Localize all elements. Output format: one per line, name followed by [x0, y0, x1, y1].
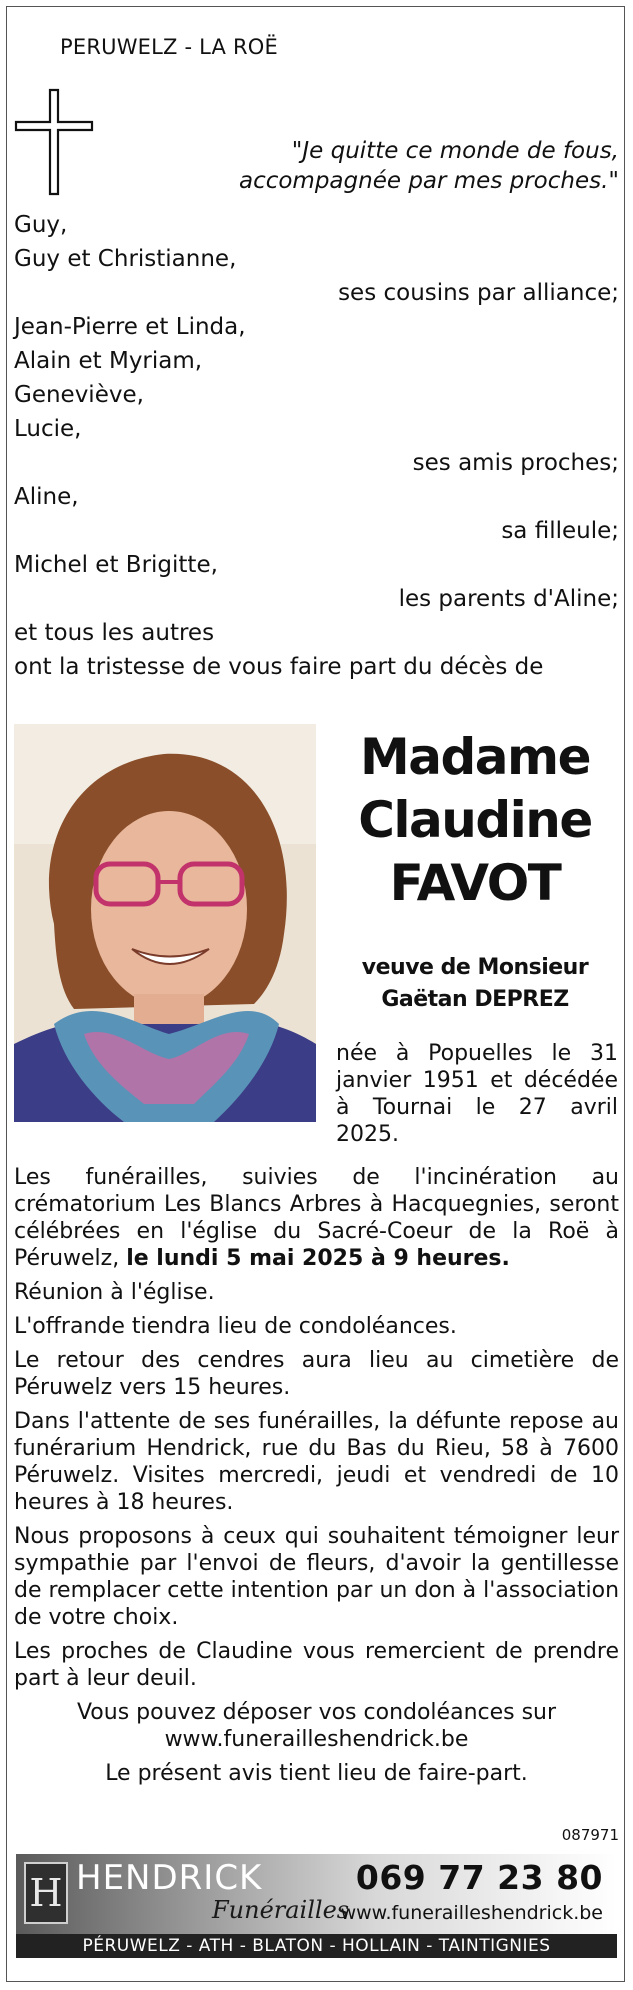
- visitation-paragraph: Dans l'attente de ses funérailles, la défunte repose au funérarium Hendrick, rue du Bas du Rieu, 58 à 7600 Péruwelz. Visites mercredi, jeudi et vendredi de 10 heures à 18 heures.: [14, 1409, 619, 1515]
- cross-icon: [14, 88, 94, 196]
- portrait-photo: [14, 724, 316, 1122]
- location-header: PERUWELZ - LA ROË: [60, 35, 278, 59]
- quote-line: accompagnée par mes proches.": [238, 168, 619, 194]
- thanks-paragraph: Les proches de Claudine vous remercient de prendre part à leur deuil.: [14, 1639, 619, 1691]
- hendrick-logo-icon: H: [24, 1862, 68, 1924]
- quote-line: "Je quitte ce monde de fous,: [291, 138, 619, 164]
- donation-paragraph: Nous proposons à ceux qui souhaitent témoigner leur sympathie par l'envoi de fleurs, d'avoir la gentillesse de remplacer cette intention par un don à l'association de votre choix.: [14, 1524, 620, 1630]
- family-line: Guy et Christianne,: [14, 246, 237, 272]
- notice-body: [14, 1164, 619, 1794]
- family-line: Aline,: [14, 484, 79, 510]
- phone-number[interactable]: 069 77 23 80: [355, 1858, 603, 1897]
- family-line: et tous les autres: [14, 620, 215, 646]
- reference-number: 087971: [561, 1826, 619, 1844]
- family-line: Geneviève,: [14, 382, 144, 408]
- funeral-date: le lundi 5 mai 2025 à 9 heures.: [126, 1246, 510, 1271]
- website-link[interactable]: www.funerailleshendrick.be: [340, 1902, 603, 1924]
- funeral-home-banner: [16, 1854, 617, 1958]
- offering-paragraph: L'offrande tiendra lieu de condoléances.: [14, 1314, 457, 1339]
- condolences-line: Vous pouvez déposer vos condoléances sur: [76, 1700, 557, 1725]
- banner-background: [16, 1854, 617, 1934]
- epitaph-quote: [159, 136, 619, 196]
- condolences-link[interactable]: www.funerailleshendrick.be: [164, 1727, 469, 1752]
- family-line: Michel et Brigitte,: [14, 552, 218, 578]
- first-name: Claudine: [358, 791, 592, 849]
- funeral-text: Les funérailles, suivies de l'incinération au crématorium Les Blancs Arbres à Hacquegnies, seront célébrées en l'église du Sacré-Coeur de la Roë à Péruwelz,: [14, 1165, 619, 1271]
- birth-death-info: née à Popuelles le 31 janvier 1951 et décédée à Tournai le 27 avril 2025.: [336, 1041, 618, 1147]
- family-line: Guy,: [14, 212, 68, 238]
- family-line: Alain et Myriam,: [14, 348, 203, 374]
- funeral-paragraph: [14, 1164, 619, 1272]
- meeting-paragraph: Réunion à l'église.: [14, 1280, 215, 1305]
- spouse-name: Gaëtan DEPREZ: [381, 987, 569, 1012]
- family-relation: les parents d'Aline;: [398, 586, 619, 612]
- notice-statement: Le présent avis tient lieu de faire-part.: [105, 1761, 528, 1786]
- deceased-name: [330, 726, 620, 915]
- spouse-info: [330, 952, 620, 1016]
- family-relation: sa filleule;: [501, 518, 619, 544]
- spouse-line: veuve de Monsieur: [361, 955, 589, 980]
- family-relation: ses amis proches;: [412, 450, 619, 476]
- ashes-paragraph: Le retour des cendres aura lieu au cimetière de Péruwelz vers 15 heures.: [14, 1348, 619, 1400]
- family-line: ont la tristesse de vous faire part du décès de: [14, 654, 544, 680]
- family-line: Lucie,: [14, 416, 82, 442]
- family-relation: ses cousins par alliance;: [338, 280, 619, 306]
- family-list: [14, 208, 619, 684]
- family-line: Jean-Pierre et Linda,: [14, 314, 246, 340]
- name-title: Madame: [359, 728, 591, 786]
- last-name: FAVOT: [389, 854, 561, 912]
- brand-name: HENDRICK: [76, 1858, 263, 1898]
- brand-subtitle: Funérailles: [212, 1896, 350, 1924]
- branch-cities: PÉRUWELZ - ATH - BLATON - HOLLAIN - TAINTIGNIES: [16, 1934, 617, 1958]
